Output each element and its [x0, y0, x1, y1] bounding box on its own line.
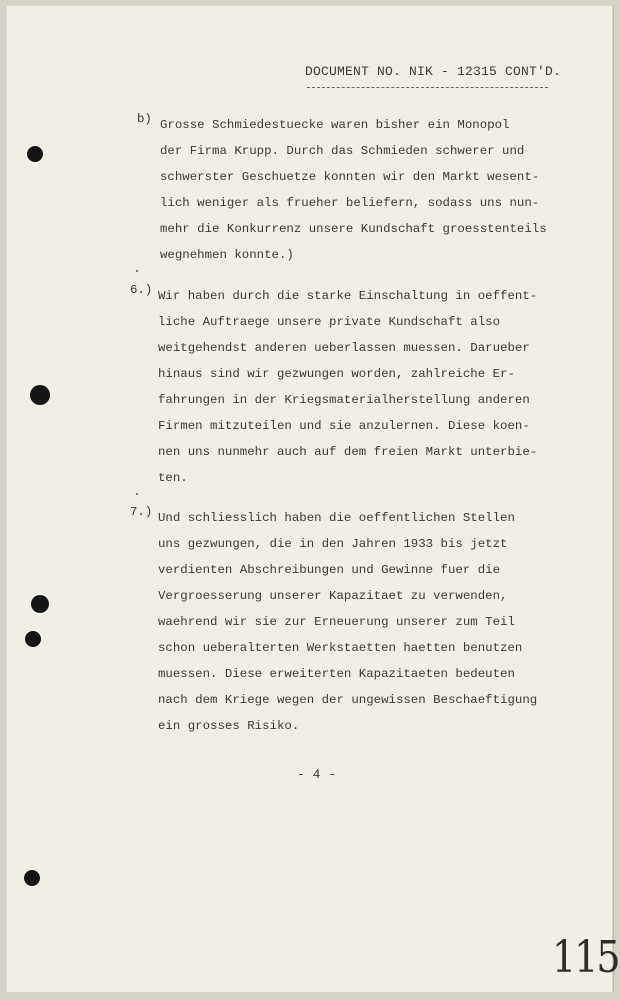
text-line: ten.	[158, 471, 188, 485]
text-line: der Firma Krupp. Durch das Schmieden schwerer und	[160, 144, 525, 158]
handwritten-page-number: 115	[552, 931, 619, 983]
text-line: lich weniger als frueher beliefern, sodass uns nun-	[160, 196, 540, 210]
paragraph-body	[158, 283, 537, 491]
punch-hole	[30, 385, 50, 405]
text-line: Grosse Schmiedestuecke waren bisher ein Monopol	[160, 118, 510, 132]
punch-hole	[31, 595, 49, 613]
paper-speck	[136, 493, 138, 495]
text-line: mehr die Konkurrenz unsere Kundschaft groesstenteils	[160, 222, 547, 236]
paragraph-marker: 6.)	[130, 283, 153, 297]
text-line: muessen. Diese erweiterten Kapazitaeten bedeuten	[158, 667, 515, 681]
punch-hole	[25, 631, 41, 647]
paper-speck	[136, 270, 138, 272]
text-line: Vergroesserung unserer Kapazitaet zu verwenden,	[158, 589, 508, 603]
text-line: ein grosses Risiko.	[158, 719, 300, 733]
page-number: - 4 -	[297, 767, 337, 782]
text-line: weitgehendst anderen ueberlassen muessen. Darueber	[158, 341, 530, 355]
text-line: waehrend wir sie zur Erneuerung unserer zum Teil	[158, 615, 515, 629]
text-line: hinaus sind wir gezwungen worden, zahlreiche Er-	[158, 367, 515, 381]
text-line: Wir haben durch die starke Einschaltung in oeffent-	[158, 289, 538, 303]
text-line: verdienten Abschreibungen und Gewinne fuer die	[158, 563, 501, 577]
text-line: schwerster Geschuetze konnten wir den Markt wesent-	[160, 170, 540, 184]
text-line: nach dem Kriege wegen der ungewissen Beschaeftigung	[158, 693, 538, 707]
text-line: liche Auftraege unsere private Kundschaft also	[158, 315, 501, 329]
document-header: DOCUMENT NO. NIK - 12315 CONT'D.	[305, 64, 562, 79]
punch-hole	[24, 870, 40, 886]
text-line: wegnehmen konnte.)	[160, 248, 294, 262]
punch-hole	[27, 146, 43, 162]
text-line: Und schliesslich haben die oeffentlichen Stellen	[158, 511, 515, 525]
paragraph-body	[160, 112, 547, 268]
paragraph-body	[158, 505, 537, 739]
paragraph-marker: b)	[137, 112, 152, 126]
text-line: nen uns nunmehr auch auf dem freien Markt unterbie-	[158, 445, 538, 459]
paragraph-marker: 7.)	[130, 505, 153, 519]
text-line: uns gezwungen, die in den Jahren 1933 bis jetzt	[158, 537, 508, 551]
text-line: fahrungen in der Kriegsmaterialherstellung anderen	[158, 393, 530, 407]
text-line: schon ueberalterten Werkstaetten haetten benutzen	[158, 641, 523, 655]
header-underline	[307, 87, 548, 88]
text-line: Firmen mitzuteilen und sie anzulernen. Diese koen-	[158, 419, 530, 433]
